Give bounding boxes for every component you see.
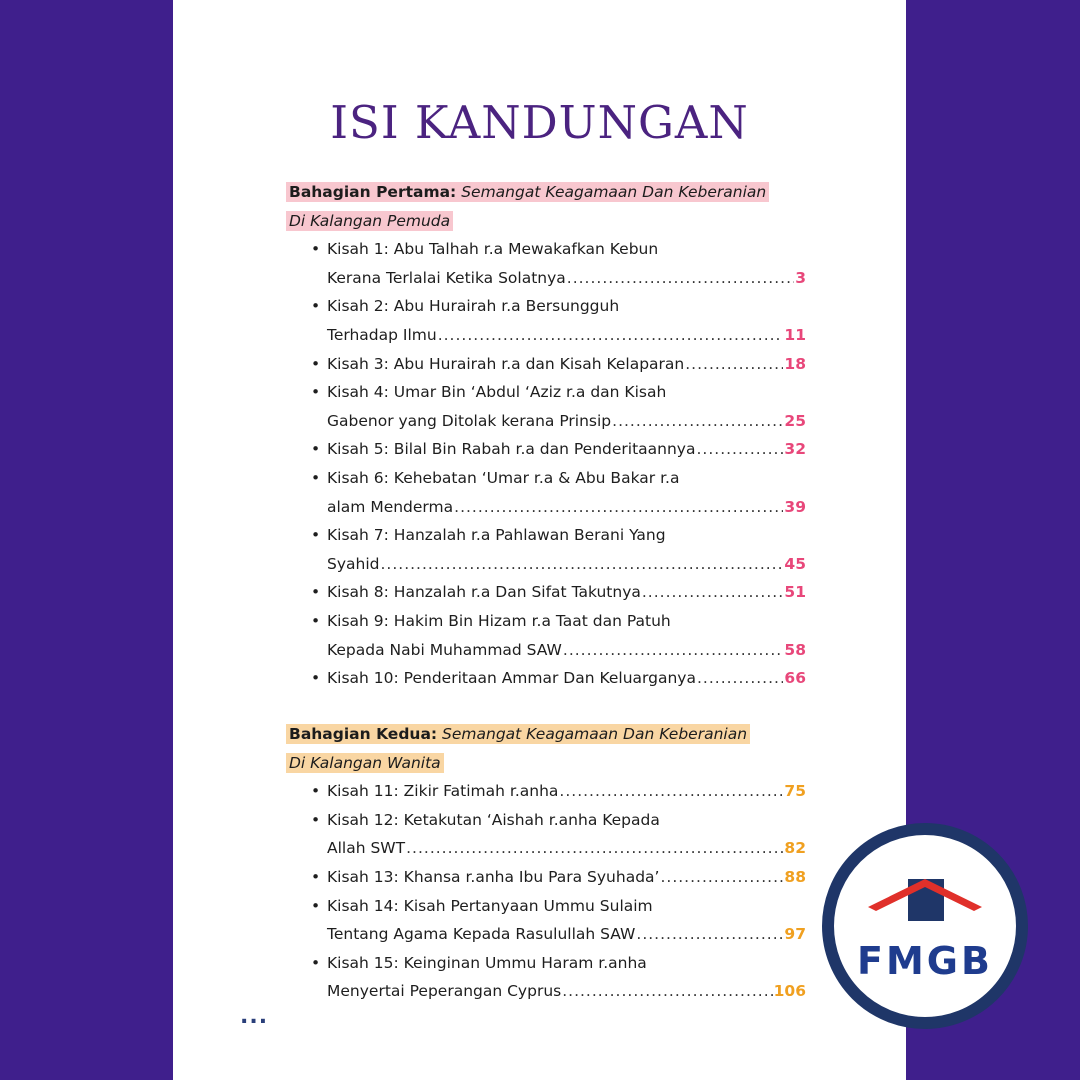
dot-leader xyxy=(567,264,794,293)
toc-entry xyxy=(286,607,806,664)
bullet-icon: • xyxy=(311,297,321,316)
page-number: 75 xyxy=(784,782,806,801)
bullet-icon: • xyxy=(311,583,321,602)
toc-entry-text: Kisah 8: Hanzalah r.a Dan Sifat Takutnya xyxy=(327,583,641,602)
page-number: 51 xyxy=(784,583,806,602)
toc-entry-row xyxy=(327,863,806,892)
toc-entry xyxy=(286,664,806,693)
toc-entry xyxy=(286,863,806,892)
section-part-label: Bahagian Pertama: xyxy=(289,183,457,201)
toc-entry xyxy=(286,949,806,1006)
toc-entry-text: Kerana Terlalai Ketika Solatnya xyxy=(327,268,566,287)
toc-entry-text: Kisah 13: Khansa r.anha Ibu Para Syuhada’ xyxy=(327,867,660,886)
bullet-icon: • xyxy=(311,867,321,886)
toc-entry-text: Tentang Agama Kepada Rasulullah SAW xyxy=(327,925,636,944)
toc-entry-row xyxy=(327,264,806,293)
toc-entry-text: Gabenor yang Ditolak kerana Prinsip xyxy=(327,411,612,430)
bullet-icon: • xyxy=(311,240,321,259)
toc-entry xyxy=(286,521,806,578)
toc-entry-text: Menyertai Peperangan Cyprus xyxy=(327,982,562,1001)
dot-leader xyxy=(406,834,783,863)
page-number: 11 xyxy=(784,325,806,344)
bullet-icon: • xyxy=(311,810,321,829)
bullet-icon: • xyxy=(311,440,321,459)
bullet-icon: • xyxy=(311,354,321,373)
dot-leader xyxy=(562,977,772,1006)
toc-entry-row xyxy=(327,834,806,863)
toc-entry-row xyxy=(327,777,806,806)
toc-list xyxy=(286,777,806,1006)
toc-entry-line1: Kisah 14: Kisah Pertanyaan Ummu Sulaim xyxy=(327,896,653,915)
toc-entry-line1: Kisah 1: Abu Talhah r.a Mewakafkan Kebun xyxy=(327,240,659,259)
page-number: 58 xyxy=(784,640,806,659)
bullet-icon: • xyxy=(311,526,321,545)
toc-entry-line1: Kisah 6: Kehebatan ‘Umar r.a & Abu Bakar r.a xyxy=(327,468,680,487)
toc-entry-text: Kisah 10: Penderitaan Ammar Dan Keluarganya xyxy=(327,669,696,688)
toc-entry-row xyxy=(327,664,806,693)
section-subtitle-line2: Di Kalangan Pemuda xyxy=(289,211,451,230)
bullet-icon: • xyxy=(311,611,321,630)
page-number: 97 xyxy=(784,925,806,944)
bullet-icon: • xyxy=(311,782,321,801)
toc-entry-text: Kisah 5: Bilal Bin Rabah r.a dan Penderitaannya xyxy=(327,440,696,459)
toc-entry xyxy=(286,464,806,521)
dot-leader xyxy=(559,777,783,806)
page-number: 39 xyxy=(784,497,806,516)
toc-entry-text: Kisah 3: Abu Hurairah r.a dan Kisah Kelaparan xyxy=(327,354,685,373)
toc-entry-text: Allah SWT xyxy=(327,839,406,858)
page-number: 45 xyxy=(784,554,806,573)
dot-leader xyxy=(697,664,783,693)
toc-entry-line1: Kisah 9: Hakim Bin Hizam r.a Taat dan Patuh xyxy=(327,611,671,630)
toc-entry-row xyxy=(327,321,806,350)
toc-entry xyxy=(286,892,806,949)
toc-entry-text: Kepada Nabi Muhammad SAW xyxy=(327,640,562,659)
logo-text: FMGB xyxy=(857,939,993,983)
bullet-icon: • xyxy=(311,468,321,487)
toc-entry-text: Kisah 11: Zikir Fatimah r.anha xyxy=(327,782,559,801)
toc-entry-text: Terhadap Ilmu xyxy=(327,325,437,344)
dot-leader xyxy=(438,321,784,350)
toc-entry-row xyxy=(327,636,806,665)
toc-entry-row xyxy=(327,350,806,379)
dot-leader xyxy=(642,578,784,607)
toc-entry-text: Syahid xyxy=(327,554,380,573)
bullet-icon: • xyxy=(311,669,321,688)
section-subtitle-line1: Semangat Keagamaan Dan Keberanian xyxy=(461,183,767,201)
dot-leader xyxy=(454,493,783,522)
dot-leader xyxy=(660,863,783,892)
toc-entry-row xyxy=(327,578,806,607)
dot-leader xyxy=(380,550,783,579)
section-heading-highlight xyxy=(286,182,769,231)
section-part-2 xyxy=(286,720,806,1006)
toc-entry-row xyxy=(327,407,806,436)
section-part-1 xyxy=(286,178,806,693)
bullet-icon: • xyxy=(311,953,321,972)
toc-entry-line1: Kisah 2: Abu Hurairah r.a Bersungguh xyxy=(327,297,620,316)
toc-entry xyxy=(286,435,806,464)
bullet-icon: • xyxy=(311,896,321,915)
toc-entry-line1: Kisah 7: Hanzalah r.a Pahlawan Berani Yang xyxy=(327,526,666,545)
section-subtitle-line1: Semangat Keagamaan Dan Keberanian xyxy=(442,725,748,743)
book-page xyxy=(173,0,906,1080)
toc-entry-line1: Kisah 15: Keinginan Ummu Haram r.anha xyxy=(327,953,647,972)
toc-entry xyxy=(286,378,806,435)
toc-entry-text: alam Menderma xyxy=(327,497,454,516)
section-part-label: Bahagian Kedua: xyxy=(289,725,438,743)
toc-entry xyxy=(286,806,806,863)
toc-entry xyxy=(286,777,806,806)
toc-entry-row xyxy=(327,493,806,522)
page-number: 25 xyxy=(784,411,806,430)
toc-entry xyxy=(286,578,806,607)
toc-entry-row xyxy=(327,920,806,949)
page-number: 18 xyxy=(784,354,806,373)
toc-entry xyxy=(286,235,806,292)
dot-leader xyxy=(612,407,783,436)
toc-entry xyxy=(286,350,806,379)
toc-entry-row xyxy=(327,435,806,464)
page-number: 88 xyxy=(784,867,806,886)
toc-entry xyxy=(286,292,806,349)
more-ellipsis: ... xyxy=(240,1004,269,1029)
toc-entry-row xyxy=(327,550,806,579)
toc-entry-line1: Kisah 4: Umar Bin ‘Abdul ‘Aziz r.a dan Kisah xyxy=(327,383,667,402)
toc-entry-line1: Kisah 12: Ketakutan ‘Aishah r.anha Kepada xyxy=(327,810,660,829)
dot-leader xyxy=(636,920,783,949)
section-heading xyxy=(286,178,806,235)
dot-leader xyxy=(685,350,783,379)
page-number: 82 xyxy=(784,839,806,858)
toc-list xyxy=(286,235,806,693)
page-title: ISI KANDUNGAN xyxy=(330,96,749,149)
house-roof-icon xyxy=(862,865,988,935)
page-number: 3 xyxy=(795,268,806,287)
fmgb-logo xyxy=(822,823,1028,1029)
page-number: 66 xyxy=(784,669,806,688)
page-number: 106 xyxy=(773,982,806,1001)
section-heading xyxy=(286,720,806,777)
section-heading-highlight xyxy=(286,724,750,773)
dot-leader xyxy=(563,636,784,665)
bullet-icon: • xyxy=(311,383,321,402)
section-subtitle-line2: Di Kalangan Wanita xyxy=(289,753,441,772)
dot-leader xyxy=(696,435,783,464)
toc-entry-row xyxy=(327,977,806,1006)
page-number: 32 xyxy=(784,440,806,459)
